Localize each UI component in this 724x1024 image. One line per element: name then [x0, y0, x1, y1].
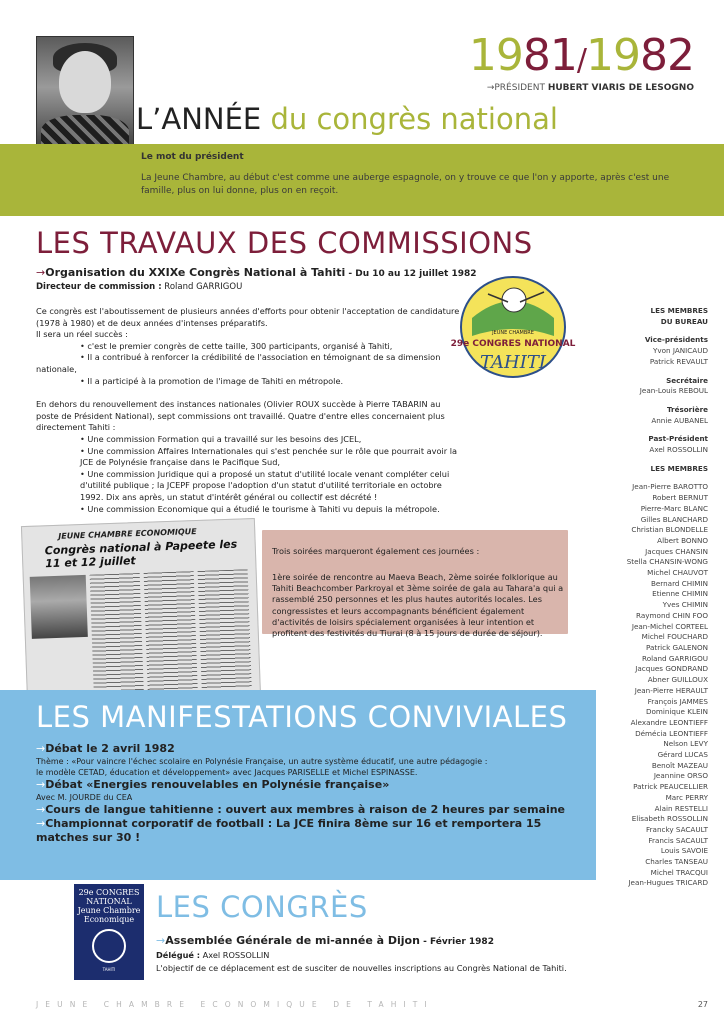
- member-name: Etienne CHIMIN: [652, 589, 708, 599]
- delegate-name: Axel ROSSOLLIN: [200, 950, 270, 960]
- member-name: Jeannine ORSO: [653, 771, 708, 781]
- bullet-item: • Une commission Affaires Internationales qui s'est penchée sur le rôle que pourrait avoir la JCE de Polynésie française dans le Pacifique Sud,: [80, 445, 458, 468]
- soirees-intro: Trois soirées marqueront également ces journées :: [272, 546, 480, 556]
- svg-text:TAHITI: TAHITI: [480, 352, 546, 373]
- director-name: Roland GARRIGOU: [161, 282, 243, 292]
- organisation-title-text: Organisation du XXIXe Congrès National à Tahiti: [45, 266, 346, 279]
- delegate-label: Délégué :: [156, 950, 201, 960]
- vice-presidents-label: Vice-présidents: [644, 335, 708, 345]
- page-title: [136, 102, 558, 136]
- president-prefix: →PRÉSIDENT: [486, 83, 545, 93]
- bullet-item: • Il a participé à la promotion de l'image de Tahiti en métropole.: [80, 375, 344, 386]
- poster-line: TAHITI: [102, 967, 116, 972]
- year-start-decade: 81: [522, 30, 577, 81]
- members-label: LES MEMBRES: [650, 463, 708, 473]
- bullet-item: • Il a contribué à renforcer la crédibilité de l'association en témoignant de sa dimension: [80, 352, 441, 363]
- clipping-text-column: [90, 573, 144, 693]
- commissions-body: [36, 306, 460, 515]
- member-name: Nelson LEVY: [663, 739, 708, 749]
- member-name: Bernard CHIMIN: [650, 578, 708, 588]
- congres-heading: LES CONGRÈS: [156, 890, 368, 924]
- manifestation-item: [36, 803, 576, 817]
- president-photo: [36, 36, 134, 150]
- soirees-text: 1ère soirée de rencontre au Maeva Beach, 2ème soirée folklorique au Tahiti Beachcomber Parkroyal et 3ème soirée de gala au Tahara'a qui a rassemblé 250 personnes et les plus hautes autorités locales. Les congressistes et leurs accompagnants bénéficient également d'activités de loisirs spécialement organisées à leur intention et profitent des festivités du Tiurai (8 à 15 jours de durée de séjour).: [272, 572, 564, 639]
- bureau-member: Jean-Louis REBOUL: [639, 386, 708, 396]
- member-name: Dominique KLEIN: [645, 707, 708, 717]
- commission-director: [36, 282, 242, 292]
- member-name: Pierre-Marc BLANC: [640, 503, 708, 513]
- member-name: Francky SACAULT: [645, 824, 708, 834]
- member-name: Michel CHAUVOT: [647, 568, 708, 578]
- soirees-box: [262, 530, 568, 639]
- arrow-right-icon: →: [156, 934, 166, 947]
- page-title-sub: du congrès national: [270, 102, 558, 136]
- member-name: Michel FOUCHARD: [641, 632, 708, 642]
- member-name: Jean-Pierre HERAULT: [634, 685, 708, 695]
- manifestation-item: [36, 742, 576, 756]
- member-name: Roland GARRIGOU: [642, 653, 708, 663]
- manifestation-title: Cours de langue tahitienne : ouvert aux membres à raison de 2 heures par semaine: [45, 803, 566, 816]
- clipping-header: JEUNE CHAMBRE ECONOMIQUE: [58, 527, 197, 541]
- member-name: Jean-Hugues TRICARD: [628, 878, 708, 888]
- bullet-item: • Une commission Economique qui a étudié le tourisme à Tahiti vu depuis la métropole.: [80, 503, 440, 514]
- president-name: HUBERT VIARIS DE LESOGNO: [547, 83, 694, 93]
- member-name: Francis SACAULT: [648, 835, 708, 845]
- manifestations-list: [36, 742, 576, 845]
- member-name: Robert BERNUT: [652, 493, 708, 503]
- bureau-member: Yvon JANICAUD: [652, 346, 708, 356]
- member-name: Christian BLONDELLE: [631, 525, 708, 535]
- bureau-member: Patrick REVAULT: [649, 356, 708, 366]
- organisation-date: - Du 10 au 12 juillet 1982: [345, 269, 477, 279]
- member-name: Elisabeth ROSSOLLIN: [631, 814, 708, 824]
- member-name: Charles TANSEAU: [645, 857, 708, 867]
- manifestation-title: Débat «Energies renouvelables en Polynésie française»: [45, 778, 390, 791]
- paragraph: Ce congrès est l'aboutissement de plusieurs années d'efforts pour obtenir l'acceptation de candidature (1978 à 1980) et de deux années d'intenses préparatifs.: [36, 306, 460, 328]
- year-start-century: 19: [468, 30, 523, 81]
- clipping-photo: [30, 575, 88, 639]
- members-list: [592, 482, 708, 889]
- member-name: Gérard LUCAS: [657, 750, 708, 760]
- svg-text:29e CONGRES NATIONAL: 29e CONGRES NATIONAL: [450, 339, 576, 349]
- bureau-heading: LES MEMBRES: [650, 306, 708, 315]
- year-range: [469, 30, 694, 81]
- member-name: François JAMMES: [647, 696, 708, 706]
- member-name: Alexandre LEONTIEFF: [630, 717, 708, 727]
- poster-line: Economique: [83, 915, 135, 924]
- bureau-members-column: [592, 306, 708, 889]
- secretary-label: Secrétaire: [666, 375, 708, 385]
- arrow-right-icon: →: [36, 778, 46, 791]
- congres-poster: [74, 884, 144, 980]
- member-name: Alain RESTELLI: [654, 803, 708, 813]
- svg-text:JEUNE CHAMBRE: JEUNE CHAMBRE: [492, 330, 534, 336]
- arrow-right-icon: →: [36, 742, 46, 755]
- member-name: Jacques GONDRAND: [635, 664, 708, 674]
- bullet-item: • c'est le premier congrès de cette taille, 300 participants, organisé à Tahiti,: [80, 340, 393, 351]
- member-name: Jacques CHANSIN: [645, 546, 708, 556]
- member-name: Albert BONNO: [657, 535, 708, 545]
- organisation-title: [36, 266, 477, 279]
- year-end-decade: 82: [640, 30, 694, 81]
- manifestation-title: Championnat corporatif de football : La JCE finira 8ème sur 16 et remportera 15 matches sur 30 !: [36, 817, 542, 844]
- ag-date: - Février 1982: [419, 937, 494, 947]
- member-name: Jean-Michel CORTEEL: [631, 621, 708, 631]
- footer-text: JEUNE CHAMBRE ECONOMIQUE DE TAHITI: [36, 1000, 434, 1009]
- congress-logo: [450, 274, 576, 380]
- page-title-main: L’ANNÉE: [136, 102, 262, 136]
- manifestation-desc: le modèle CETAD, éducation et développement» avec Jacques PARISELLE et Michel ESPINASSE.: [36, 768, 418, 777]
- commissions-heading: LES TRAVAUX DES COMMISSIONS: [36, 226, 533, 260]
- poster-line: Jeune Chambre: [77, 906, 141, 915]
- treasurer-label: Trésorière: [666, 404, 708, 414]
- bureau-heading: DU BUREAU: [660, 316, 708, 326]
- member-name: Louis SAVOIE: [660, 846, 708, 856]
- page-number: 27: [697, 1000, 708, 1009]
- manifestation-title: Débat le 2 avril 1982: [45, 742, 175, 755]
- bullet-item-continuation: nationale,: [36, 363, 77, 374]
- arrow-right-icon: →: [36, 803, 46, 816]
- year-end-century: 19: [586, 30, 640, 81]
- clipping-title: Congrès national à Papeete les 11 et 12 juillet: [44, 537, 238, 571]
- president-line: [487, 83, 694, 93]
- ag-title: [156, 934, 494, 947]
- arrow-right-icon: →: [36, 266, 46, 279]
- poster-line: 29e CONGRES: [78, 888, 140, 897]
- bureau-member: Axel ROSSOLLIN: [649, 445, 708, 455]
- manifestation-desc: Thème : «Pour vaincre l'échec scolaire en Polynésie Française, un autre système éducatif, une autre pédagogie :: [36, 757, 488, 766]
- paragraph: En dehors du renouvellement des instances nationales (Olivier ROUX succède à Pierre TABARIN au poste de Président National), sept commissions ont travaillé. Quatre d'entre elles concernaient plus directement Tahiti :: [36, 399, 445, 433]
- member-name: Michel TRACQUI: [650, 867, 708, 877]
- president-word-title: Le mot du président: [141, 152, 244, 162]
- member-name: Patrick PEAUCELLIER: [633, 782, 708, 792]
- member-name: Jean-Pierre BAROTTO: [632, 482, 708, 492]
- member-name: Benoît MAZEAU: [651, 760, 708, 770]
- member-name: Yves CHIMIN: [662, 600, 708, 610]
- member-name: Gilles BLANCHARD: [640, 514, 708, 524]
- seal-icon: [92, 929, 126, 963]
- member-name: Patrick GALENON: [645, 642, 708, 652]
- member-name: Marc PERRY: [665, 792, 708, 802]
- manifestations-heading: LES MANIFESTATIONS CONVIVIALES: [36, 700, 568, 734]
- ag-title-text: Assemblée Générale de mi-année à Dijon: [165, 934, 420, 947]
- director-label: Directeur de commission :: [36, 282, 162, 292]
- manifestation-item: [36, 778, 576, 792]
- paragraph: Il sera un réel succès :: [36, 329, 128, 340]
- ag-text: L'objectif de ce déplacement est de susciter de nouvelles inscriptions au Congrès National de Tahiti.: [156, 963, 567, 973]
- manifestation-item: [36, 817, 576, 845]
- past-president-label: Past-Président: [648, 434, 708, 444]
- poster-line: NATIONAL: [86, 897, 132, 906]
- arrow-right-icon: →: [36, 817, 46, 830]
- bullet-item: • Une commission Juridique qui a proposé un statut d'utilité locale venant compléter celui d'utilité publique ; la JCEPF propose l'adoption d'un statut d'utilité territoriale en octobre 1992. Dix ans après, un statut d'intérêt général ou collectif est décrété !: [80, 468, 450, 502]
- member-name: Stella CHANSIN-WONG: [626, 557, 708, 567]
- president-word-text: La Jeune Chambre, au début c'est comme une auberge espagnole, on y trouve ce que l'on y apporte, après c'est une famille, plus on lui donne, plus on en reçoit.: [141, 173, 670, 196]
- clipping-text-column: [144, 571, 198, 691]
- ag-delegate: [156, 950, 269, 960]
- manifestation-desc: Avec M. JOURDE du CEA: [36, 793, 133, 802]
- bureau-member: Annie AUBANEL: [651, 415, 708, 425]
- member-name: Abner GUILLOUX: [647, 675, 708, 685]
- bullet-item: • Une commission Formation qui a travaillé sur les besoins des JCEL,: [80, 433, 362, 444]
- member-name: Raymond CHIN FOO: [636, 610, 708, 620]
- year-separator: /: [576, 43, 586, 78]
- newspaper-clipping: [21, 518, 261, 706]
- clipping-text-column: [198, 569, 252, 689]
- member-name: Démécia LEONTIEFF: [635, 728, 708, 738]
